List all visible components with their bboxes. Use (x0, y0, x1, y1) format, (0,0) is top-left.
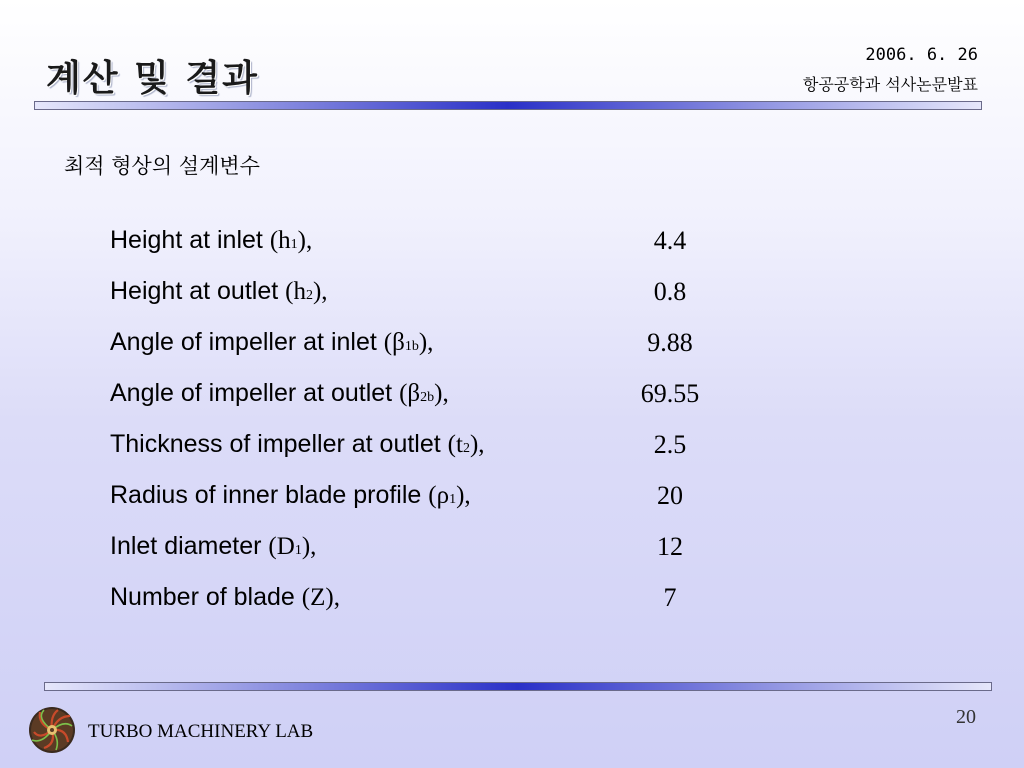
header-divider (34, 101, 982, 110)
param-label: Number of blade (Z), (110, 583, 340, 611)
param-label: Inlet diameter (D1), (110, 532, 317, 560)
param-value: 0.8 (653, 277, 687, 306)
footer-divider (44, 682, 992, 691)
param-value: 69.55 (640, 379, 700, 408)
param-label: Angle of impeller at inlet (β1b), (110, 328, 434, 356)
param-row-thickness-outlet (110, 430, 750, 464)
param-label: Height at inlet (h1), (110, 226, 313, 254)
param-row-height-inlet (110, 226, 750, 260)
slide-title: 계산 및 결과 (46, 57, 259, 99)
param-value: 9.88 (647, 328, 693, 357)
department-label: 항공공학과 석사논문발표 (802, 75, 978, 94)
param-row-angle-outlet (110, 379, 750, 413)
param-label: Height at outlet (h2), (110, 277, 328, 305)
param-value: 12 (657, 532, 683, 561)
section-subtitle: 최적 형상의 설계변수 (64, 154, 260, 178)
turbine-logo-icon (28, 706, 76, 754)
param-value: 20 (657, 481, 683, 510)
lab-name: TURBO MACHINERY LAB (88, 721, 314, 742)
param-value: 7 (663, 583, 677, 612)
param-value: 4.4 (653, 226, 687, 255)
param-label: Thickness of impeller at outlet (t2), (110, 430, 485, 458)
page-number: 20 (956, 706, 976, 728)
presentation-date: 2006. 6. 26 (865, 45, 978, 65)
param-label: Radius of inner blade profile (ρ1), (110, 481, 471, 509)
param-row-number-of-blade (110, 583, 750, 617)
param-row-angle-inlet (110, 328, 750, 362)
param-label: Angle of impeller at outlet (β2b), (110, 379, 449, 407)
param-value: 2.5 (653, 430, 687, 459)
param-row-inlet-diameter (110, 532, 750, 566)
param-row-radius-inner-blade (110, 481, 750, 515)
param-row-height-outlet (110, 277, 750, 311)
